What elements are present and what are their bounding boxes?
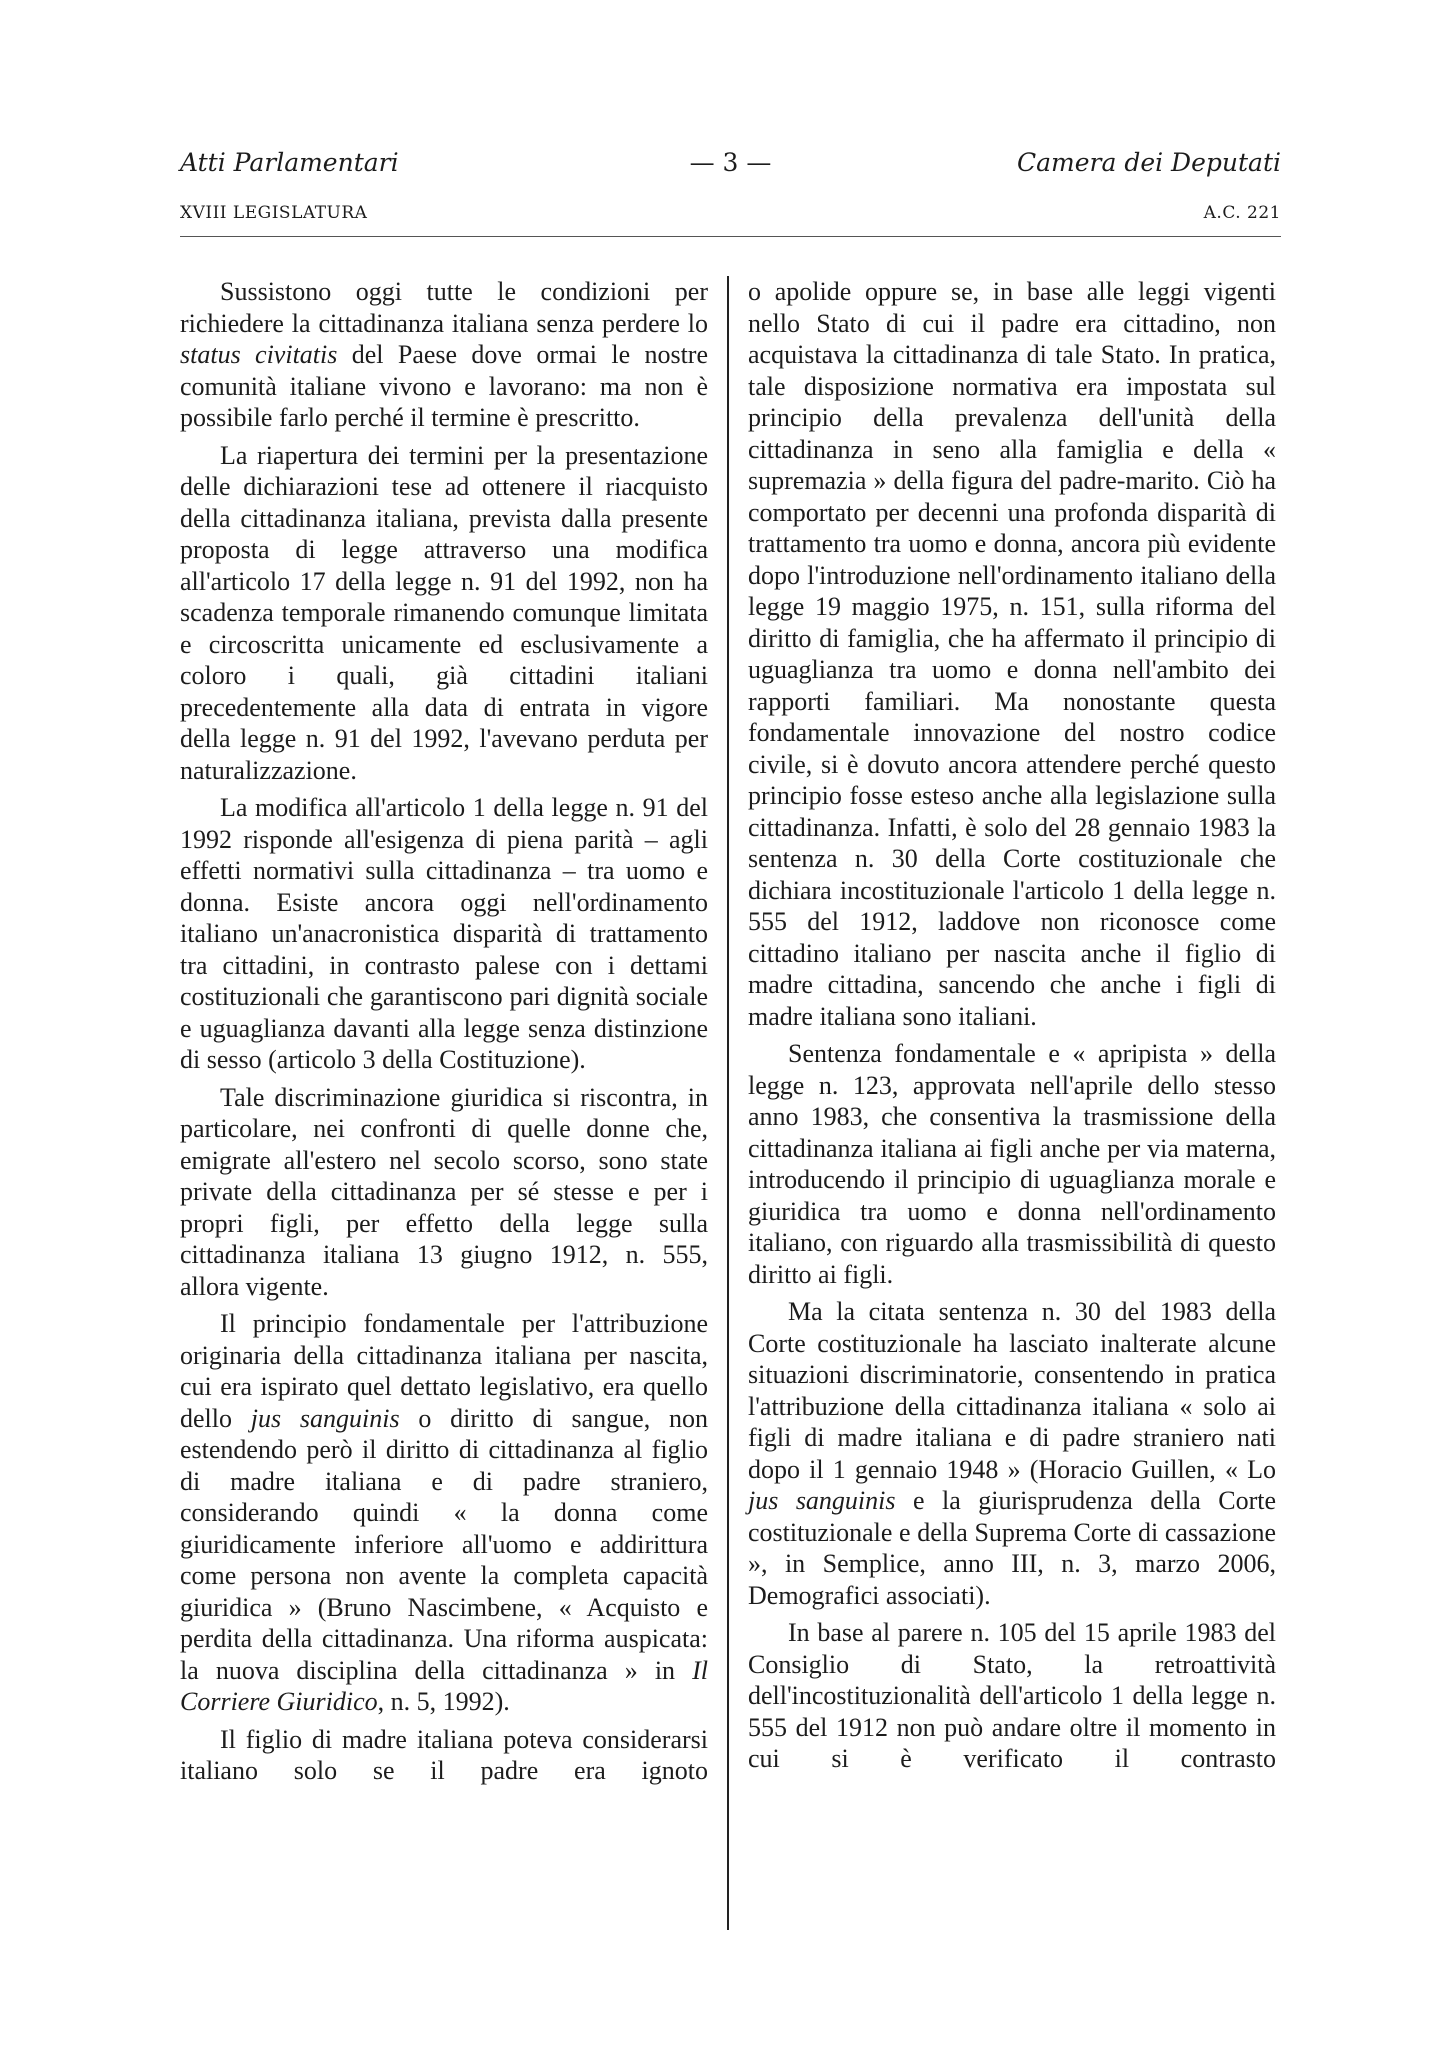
right-column bbox=[748, 276, 1276, 1775]
paragraph: In base al parere n. 105 del 15 aprile 1983 del Consiglio di Stato, la retroattività dell'incostituzionalità dell'articolo 1 della legge n. 555 del 1912 non può andare oltre il momento in cui si è verificato il contrasto bbox=[748, 1618, 1276, 1773]
paragraph: Sentenza fondamentale e « apripista » della legge n. 123, approvata nell'aprile dello stesso anno 1983, che consentiva la trasmissione della cittadinanza italiana ai figli anche per via materna, introducendo il principio di uguaglianza morale e giuridica tra uomo e donna nell'ordinamento italiano, con riguardo alla trasmissibilità di questo diritto ai figli. bbox=[748, 1039, 1276, 1289]
paragraph: Il principio fondamentale per l'attribuzione originaria della cittadinanza italiana per nascita, cui era ispirato quel dettato legislativo, era quello dello jus sanguinis o diritto di sangue, non estendendo però il diritto di cittadinanza al figlio di madre italiana e di padre straniero, considerando quindi « la donna come giuridicamente inferiore all'uomo e addirittura come persona non avente la completa capacità giuridica » (Bruno Nascimbene, « Acquisto e perdita della cittadinanza. Una riforma auspicata: la nuova disciplina della cittadinanza » in Il Corriere Giuridico, n. 5, 1992). bbox=[180, 1309, 708, 1716]
paragraph: Ma la citata sentenza n. 30 del 1983 della Corte costituzionale ha lasciato inalterate alcune situazioni discriminatorie, consentendo in pratica l'attribuzione della cittadinanza italiana « solo ai figli di madre italiana e di padre straniero nati dopo il 1 gennaio 1948 » (Horacio Guillen, « Lo jus sanguinis e la giurisprudenza della Corte costituzionale e della Suprema Corte di cassazione », in Semplice, anno III, n. 3, marzo 2006, Demografici associati). bbox=[748, 1297, 1276, 1610]
paragraph: Il figlio di madre italiana poteva considerarsi italiano solo se il padre era ignoto bbox=[180, 1724, 708, 1785]
header-divider bbox=[180, 236, 1281, 237]
page-header bbox=[180, 148, 1281, 188]
header-act-number: A.C. 221 bbox=[1203, 203, 1281, 223]
header-publication: Atti Parlamentari bbox=[180, 148, 399, 177]
column-divider bbox=[727, 276, 729, 1930]
paragraph: Sussistono oggi tutte le condizioni per richiedere la cittadinanza italiana senza perdere lo status civitatis del Paese dove ormai le nostre comunità italiane vivono e lavorano: ma non è possibile farlo perché il termine è prescritto. bbox=[180, 277, 709, 432]
paragraph: La riapertura dei termini per la presentazione delle dichiarazioni tese ad ottenere il riacquisto della cittadinanza italiana, prevista dalla presente proposta di legge attraverso una modifica all'articolo 17 della legge n. 91 del 1992, non ha scadenza temporale rimanendo comunque limitata e circoscritta unicamente ed esclusivamente a coloro i quali, già cittadini italiani precedentemente alla data di entrata in vigore della legge n. 91 del 1992, l'avevano perduta per naturalizzazione. bbox=[180, 440, 708, 785]
left-column bbox=[180, 276, 708, 1787]
page-subheader bbox=[180, 203, 1281, 227]
paragraph: La modifica all'articolo 1 della legge n. 91 del 1992 risponde all'esigenza di piena parità – agli effetti normativi sulla cittadinanza – tra uomo e donna. Esiste ancora oggi nell'ordinamento italiano un'anacronistica disparità di trattamento tra cittadini, in contrasto palese con i dettami costituzionali che garantiscono pari dignità sociale e uguaglianza davanti alla legge senza distinzione di sesso (articolo 3 della Costituzione). bbox=[180, 793, 708, 1074]
paragraph: Tale discriminazione giuridica si riscontra, in particolare, nei confronti di quelle donne che, emigrate all'estero nel secolo scorso, sono state private della cittadinanza per sé stesse e per i propri figli, per effetto della legge sulla cittadinanza italiana 13 giugno 1912, n. 555, allora vigente. bbox=[180, 1082, 708, 1301]
header-chamber: Camera dei Deputati bbox=[1016, 148, 1281, 177]
paragraph: o apolide oppure se, in base alle leggi vigenti nello Stato di cui il padre era cittadino, non acquistava la cittadinanza di tale Stato. In pratica, tale disposizione normativa era impostata sul principio della prevalenza dell'unità della cittadinanza in seno alla famiglia e della « supremazia » della figura del padre-marito. Ciò ha comportato per decenni una profonda disparità di trattamento tra uomo e donna, ancora più evidente dopo l'introduzione nell'ordinamento italiano della legge 19 maggio 1975, n. 151, sulla riforma del diritto di famiglia, che ha affermato il principio di uguaglianza tra uomo e donna nell'ambito dei rapporti familiari. Ma nonostante questa fondamentale innovazione del nostro codice civile, si è dovuto ancora attendere perché questo principio fosse esteso anche alla legislazione sulla cittadinanza. Infatti, è solo del 28 gennaio 1983 la sentenza n. 30 della Corte costituzionale che dichiara incostituzionale l'articolo 1 della legge n. 555 del 1912, laddove non riconosce come cittadino italiano per nascita anche il figlio di madre cittadina, sancendo che anche i figli di madre italiana sono italiani. bbox=[748, 277, 1276, 1031]
page-number: — 3 — bbox=[689, 148, 772, 177]
header-legislature: XVIII LEGISLATURA bbox=[180, 203, 368, 223]
